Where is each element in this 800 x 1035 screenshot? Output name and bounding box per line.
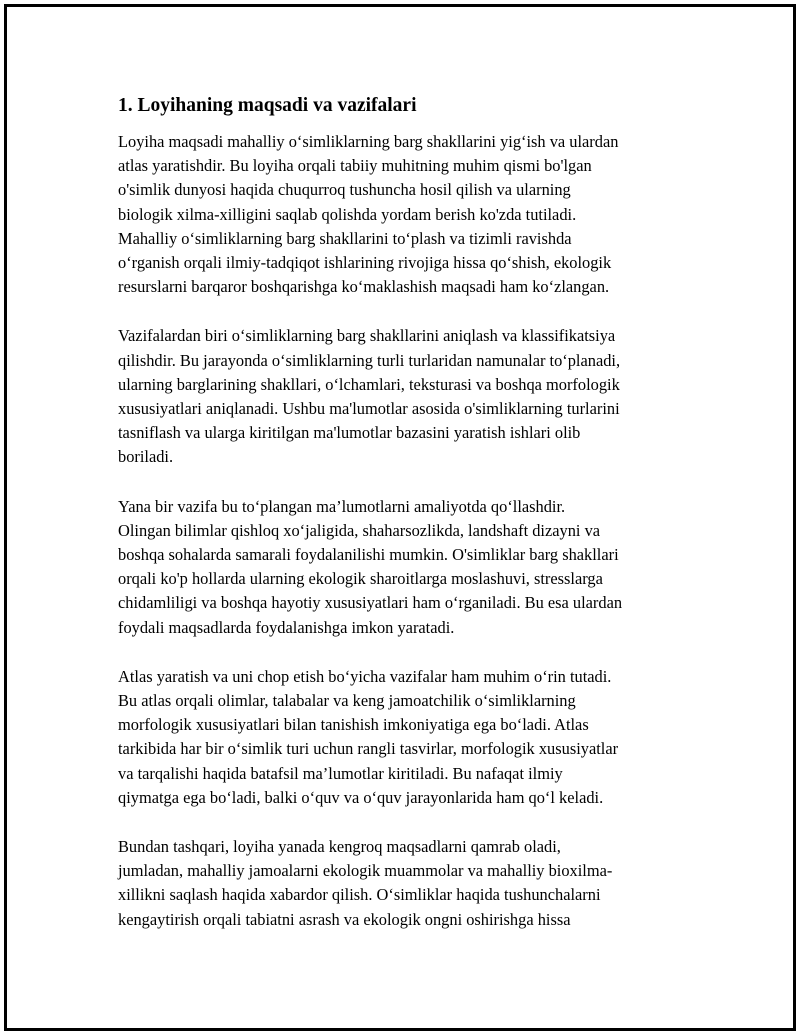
text-line: o'simlik dunyosi haqida chuqurroq tushuncha hosil qilish va ularning bbox=[118, 180, 571, 200]
text-line: qilishdir. Bu jarayonda o‘simliklarning turli turlaridan namunalar to‘planadi, bbox=[118, 350, 621, 370]
paragraph-awareness bbox=[118, 835, 688, 932]
text-line: orqali ko'p hollarda ularning ekologik sharoitlarga moslashuvi, stresslarga bbox=[118, 569, 603, 589]
paragraph-application bbox=[118, 495, 688, 640]
text-line: tarkibida har bir o‘simlik turi uchun rangli tasvirlar, morfologik xususiyatlar bbox=[118, 739, 619, 759]
text-line: Mahalliy o‘simliklarning barg shakllarini to‘plash va tizimli ravishda bbox=[118, 228, 572, 248]
text-line: ularning barglarining shakllari, o‘lchamlari, teksturasi va boshqa morfologik bbox=[118, 374, 620, 394]
text-line: Vazifalardan biri o‘simliklarning barg shakllarini aniqlash va klassifikatsiya bbox=[118, 326, 616, 346]
text-line: atlas yaratishdir. Bu loyiha orqali tabiiy muhitning muhim qismi bo'lgan bbox=[118, 156, 592, 176]
text-line: tasniflash va ularga kiritilgan ma'lumotlar bazasini yaratish ishlari olib bbox=[118, 423, 581, 443]
text-line: Yana bir vazifa bu to‘plangan ma’lumotlarni amaliyotda qo‘llashdir. bbox=[118, 496, 566, 516]
text-line: chidamliligi va boshqa hayotiy xususiyatlari ham o‘rganiladi. Bu esa ulardan bbox=[118, 593, 623, 613]
text-line: xususiyatlari aniqlanadi. Ushbu ma'lumotlar asosida o'simliklarning turlarini bbox=[118, 399, 620, 419]
document-body bbox=[118, 93, 688, 957]
text-line: boriladi. bbox=[118, 447, 174, 467]
text-line: jumladan, mahalliy jamoalarni ekologik muammolar va mahalliy bioxilma- bbox=[118, 861, 613, 881]
paragraph-classification bbox=[118, 324, 688, 469]
text-line: foydali maqsadlarda foydalanishga imkon yaratadi. bbox=[118, 617, 455, 637]
text-line: va tarqalishi haqida batafsil ma’lumotlar kiritiladi. Bu nafaqat ilmiy bbox=[118, 763, 563, 783]
text-line: Bu atlas orqali olimlar, talabalar va keng jamoatchilik o‘simliklarning bbox=[118, 691, 576, 711]
text-line: boshqa sohalarda samarali foydalanilishi mumkin. O'simliklar barg shakllari bbox=[118, 545, 619, 565]
text-line: Atlas yaratish va uni chop etish bo‘yicha vazifalar ham muhim o‘rin tutadi. bbox=[118, 666, 612, 686]
paragraph-atlas bbox=[118, 665, 688, 810]
text-line: kengaytirish orqali tabiatni asrash va ekologik ongni oshirishga hissa bbox=[118, 909, 571, 929]
section-heading: 1. Loyihaning maqsadi va vazifalari bbox=[118, 95, 417, 116]
text-line: resurslarni barqaror boshqarishga ko‘maklashish maqsadi ham ko‘zlangan. bbox=[118, 277, 610, 297]
text-line: Loyiha maqsadi mahalliy o‘simliklarning barg shakllarini yig‘ish va ulardan bbox=[118, 132, 619, 151]
text-line: morfologik xususiyatlari bilan tanishish imkoniyatiga ega bo‘ladi. Atlas bbox=[118, 715, 589, 735]
text-line: Olingan bilimlar qishloq xo‘jaligida, shaharsozlikda, landshaft dizayni va bbox=[118, 520, 601, 540]
text-line: o‘rganish orqali ilmiy-tadqiqot ishlarining rivojiga hissa qo‘shish, ekologik bbox=[118, 253, 612, 273]
paragraph-goal bbox=[118, 130, 688, 299]
text-line: qiymatga ega bo‘ladi, balki o‘quv va o‘quv jarayonlarida ham qo‘l keladi. bbox=[118, 787, 604, 807]
text-line: Bundan tashqari, loyiha yanada kengroq maqsadlarni qamrab oladi, bbox=[118, 837, 561, 857]
text-line: biologik xilma-xilligini saqlab qolishda yordam berish ko'zda tutiladi. bbox=[118, 204, 577, 224]
text-line: xillikni saqlash haqida xabardor qilish. O‘simliklar haqida tushunchalarni bbox=[118, 885, 601, 905]
